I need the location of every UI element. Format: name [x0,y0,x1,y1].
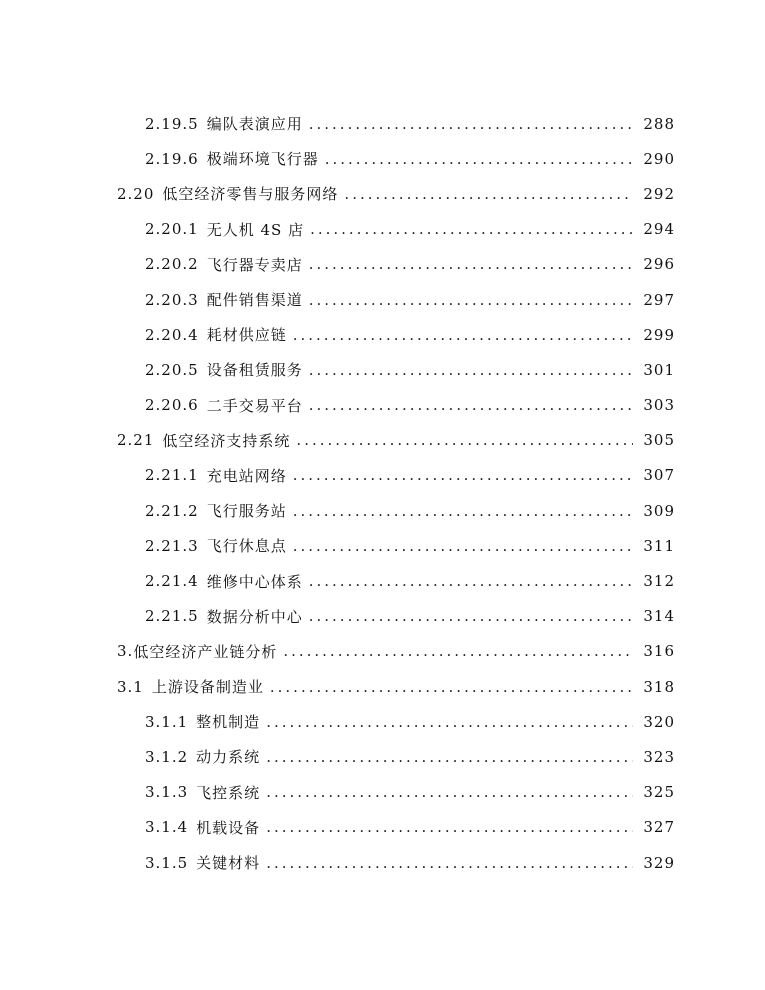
toc-entry-page: 294 [643,220,675,239]
toc-entry-number: 2.21.5 [145,607,199,626]
toc-entry-page: 320 [643,712,675,731]
toc-entry-number: 3.1.1 [145,712,189,731]
toc-dot-leader [309,291,634,309]
toc-entry[interactable] [0,493,765,528]
toc-dot-leader [266,854,633,872]
toc-entry[interactable] [0,423,765,458]
toc-entry-number: 2.20.3 [145,290,199,309]
toc-dot-leader [309,396,634,414]
toc-entry[interactable] [0,317,765,352]
toc-entry-number: 2.21.1 [145,466,199,485]
toc-entry-title: 机载设备 [196,818,261,837]
toc-dot-leader [270,678,633,696]
toc-entry-page: 318 [643,677,675,696]
toc-entry-number: 2.20.6 [145,396,199,415]
toc-entry-page: 299 [643,325,675,344]
toc-entry[interactable] [0,282,765,317]
toc-entry-page: 290 [643,149,675,168]
toc-entry-number: 3.1.2 [145,747,189,766]
toc-entry-number: 2.19.6 [145,149,199,168]
toc-entry-title: 整机制造 [196,713,261,732]
toc-entry-page: 314 [643,607,675,626]
toc-dot-leader [293,466,634,484]
toc-dot-leader [309,361,634,379]
toc-dot-leader [266,818,633,836]
toc-entry-title: 低空经济产业链分析 [133,642,278,661]
toc-entry[interactable] [0,704,765,739]
toc-entry-page: 311 [643,536,675,555]
toc-entry-title: 配件销售渠道 [206,291,303,310]
toc-dot-leader [325,150,634,168]
toc-dot-leader [344,185,633,203]
toc-entry-title: 飞行器专卖店 [206,255,303,274]
toc-entry-title: 无人机 4S 店 [206,220,305,239]
toc-entry[interactable] [0,669,765,704]
toc-entry[interactable] [0,845,765,880]
toc-entry-title: 维修中心体系 [206,572,303,591]
toc-entry-number: 2.21 [117,431,155,450]
toc-entry-page: 297 [643,290,675,309]
table-of-contents [0,106,765,880]
toc-entry-number: 2.20.1 [145,220,199,239]
toc-entry-title: 飞控系统 [196,783,261,802]
toc-entry-title: 编队表演应用 [206,115,303,134]
toc-entry-page: 305 [643,431,675,450]
toc-entry-page: 312 [643,572,675,591]
toc-entry-page: 303 [643,396,675,415]
toc-dot-leader [309,607,634,625]
toc-entry[interactable] [0,247,765,282]
toc-dot-leader [309,255,634,273]
toc-entry-page: 325 [643,783,675,802]
toc-entry-number: 2.20.2 [145,255,199,274]
toc-entry[interactable] [0,212,765,247]
toc-dot-leader [309,572,634,590]
toc-entry[interactable] [0,141,765,176]
toc-entry-number: 2.20.4 [145,325,199,344]
toc-entry-page: 288 [643,114,675,133]
toc-dot-leader [283,642,633,660]
toc-entry-title: 上游设备制造业 [151,678,264,697]
toc-entry-title: 耗材供应链 [206,326,287,345]
toc-entry-number: 3.1.4 [145,818,189,837]
toc-entry-number: 3.1.5 [145,853,189,872]
toc-entry-page: 327 [643,818,675,837]
toc-entry-title: 飞行休息点 [206,537,287,556]
toc-entry-number: 2.21.2 [145,501,199,520]
toc-entry-title: 飞行服务站 [206,502,287,521]
toc-entry-title: 设备租赁服务 [206,361,303,380]
toc-entry-title: 充电站网络 [206,466,287,485]
toc-entry-number: 3.1 [117,677,144,696]
toc-entry-page: 292 [643,184,675,203]
toc-entry-title: 二手交易平台 [206,396,303,415]
toc-entry-number: 2.20 [117,184,155,203]
toc-entry-title: 关键材料 [196,854,261,873]
toc-dot-leader [309,115,634,133]
toc-dot-leader [266,748,633,766]
toc-entry[interactable] [0,176,765,211]
toc-entry[interactable] [0,739,765,774]
toc-dot-leader [266,713,633,731]
toc-entry-page: 323 [643,747,675,766]
toc-entry[interactable] [0,775,765,810]
toc-entry-number: 2.21.3 [145,536,199,555]
toc-entry[interactable] [0,634,765,669]
toc-dot-leader [293,537,634,555]
toc-entry-page: 296 [643,255,675,274]
toc-entry[interactable] [0,458,765,493]
toc-dot-leader [293,326,634,344]
toc-dot-leader [296,431,633,449]
toc-entry-title: 极端环境飞行器 [206,150,319,169]
toc-entry-title: 动力系统 [196,748,261,767]
toc-entry-page: 316 [643,642,675,661]
toc-entry-number: 2.21.4 [145,572,199,591]
toc-entry[interactable] [0,599,765,634]
toc-entry-number: 3. [117,642,134,661]
toc-entry-page: 301 [643,360,675,379]
toc-dot-leader [266,783,633,801]
toc-entry-number: 3.1.3 [145,783,189,802]
toc-entry-title: 低空经济零售与服务网络 [162,185,339,204]
toc-entry[interactable] [0,528,765,563]
toc-entry[interactable] [0,106,765,141]
toc-dot-leader [310,220,633,238]
toc-entry-title: 低空经济支持系统 [162,431,291,450]
toc-entry[interactable] [0,352,765,387]
toc-entry[interactable] [0,563,765,598]
toc-entry-page: 307 [643,466,675,485]
toc-entry-title: 数据分析中心 [206,607,303,626]
toc-dot-leader [293,502,634,520]
toc-entry-number: 2.20.5 [145,360,199,379]
toc-entry[interactable] [0,388,765,423]
toc-entry-page: 309 [643,501,675,520]
toc-entry-number: 2.19.5 [145,114,199,133]
toc-entry[interactable] [0,810,765,845]
toc-entry-page: 329 [643,853,675,872]
